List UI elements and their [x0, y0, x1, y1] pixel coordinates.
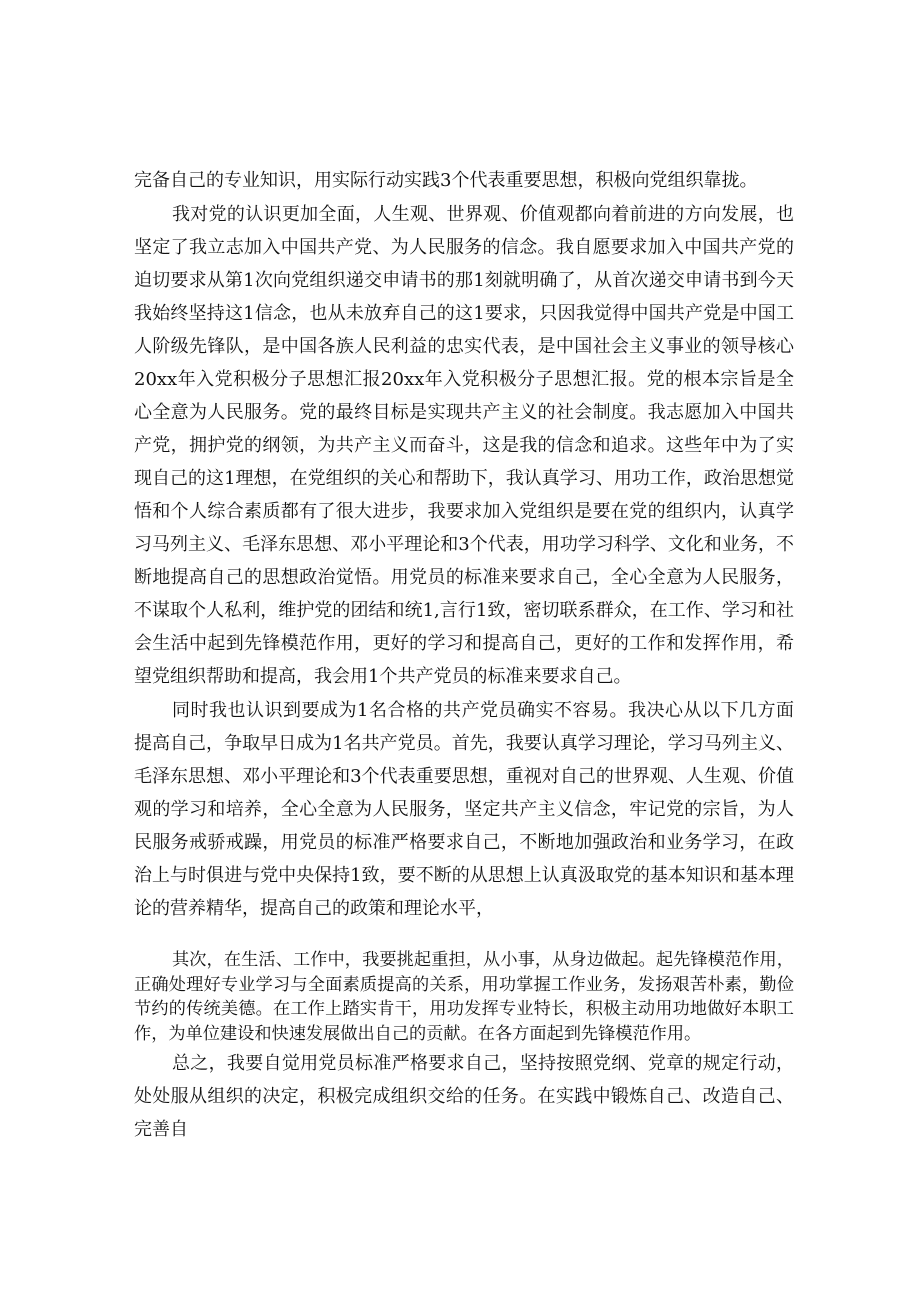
- paragraph-1: 完备自己的专业知识，用实际行动实践3个代表重要思想，积极向党组织靠拢。: [134, 170, 758, 191]
- paragraph-5: 总之，我要自觉用党员标准严格要求自己，坚持按照党纲、党章的规定行动，处处服从组织的决定，积极完成组织交给的任务。在实践中锻炼自己、改造自己、完善自: [134, 1053, 794, 1140]
- paragraph-3: 同时我也认识到要成为1名合格的共产党员确实不容易。我决心从以下几方面提高自己，争取早日成为1名共产党员。首先，我要认真学习理论，学习马列主义、毛泽东思想、邓小平理论和3个代表重要思想，重视对自己的世界观、人生观、价值观的学习和培养，全心全意为人民服务，坚定共产主义信念，牢记党的宗旨，为人民服务戒骄戒躁，用党员的标准严格要求自己，不断地加强政治和业务学习，在政治上与时俱进与党中央保持1致，要不断的从思想上认真汲取党的基本知识和基本理论的营养精华，提高自己的政策和理论水平，: [134, 700, 794, 919]
- paragraph-4: 其次，在生活、工作中，我要挑起重担，从小事，从身边做起。起先锋模范作用，正确处理好专业学习与全面素质提高的关系，用功掌握工作业务，发扬艰苦朴素，勤俭节约的传统美德。在工作上踏实肯干，用功发挥专业特长，积极主动用功地做好本职工作，为单位建设和快速发展做出自己的贡献。在各方面起到先锋模范作用。: [134, 950, 794, 1044]
- paragraph-2: 我对党的认识更加全面，人生观、世界观、价值观都向着前进的方向发展，也坚定了我立志加入中国共产党、为人民服务的信念。我自愿要求加入中国共产党的迫切要求从第1次向党组织递交申请书的那1刻就明确了，从首次递交申请书到今天我始终坚持这1信念，也从未放弃自己的这1要求，只因我觉得中国共产党是中国工人阶级先锋队，是中国各族人民利益的忠实代表，是中国社会主义事业的领导核心20xx年入党积极分子思想汇报20xx年入党积极分子思想汇报。党的根本宗旨是全心全意为人民服务。党的最终目标是实现共产主义的社会制度。我志愿加入中国共产党，拥护党的纲领，为共产主义而奋斗，这是我的信念和追求。这些年中为了实现自己的这1理想，在党组织的关心和帮助下，我认真学习、用功工作，政治思想觉悟和个人综合素质都有了很大进步，我要求加入党组织是要在党的组织内，认真学习马列主义、毛泽东思想、邓小平理论和3个代表，用功学习科学、文化和业务，不断地提高自己的思想政治觉悟。用党员的标准来要求自己，全心全意为人民服务，不谋取个人私利，维护党的团结和统1,言行1致，密切联系群众，在工作、学习和社会生活中起到先锋模范作用，更好的学习和提高自己，更好的工作和发挥作用，希望党组织帮助和提高，我会用1个共产党员的标准来要求自己。: [134, 204, 794, 687]
